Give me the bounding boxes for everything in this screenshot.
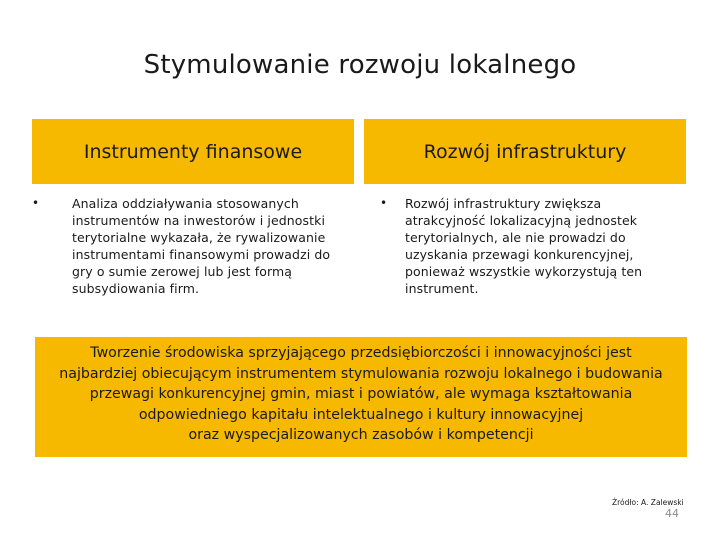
infrastructure-text: Rozwój infrastruktury zwiększa atrakcyjność lokalizacyjną jednostek terytorialnych, ale nie prowadzi do uzyskania przewagi konkurencyjnej, ponieważ wszystkie wykorzystują ten instrument. <box>405 196 643 296</box>
financial-instruments-header-label: Instrumenty finansowe <box>83 140 303 163</box>
source-note: Źródło: A. Zalewski <box>612 498 684 507</box>
infrastructure-header-label: Rozwój infrastruktury <box>423 140 627 163</box>
conclusion-text: Tworzenie środowiska sprzyjającego przedsiębiorczości i innowacyjności jest najbardziej obiecującym instrumentem stymulowania rozwoju lokalnego i budowania przewagi konkurencyjnej gmin, miast i powiatów, ale wymaga kształtowania odpowiedniego kapitału intelektualnego i kultury innowacyjnej oraz wyspecjalizowanych zasobów i kompetencji <box>59 345 663 443</box>
conclusion-banner <box>35 337 687 457</box>
infrastructure-header <box>364 119 686 184</box>
financial-instruments-header <box>32 119 354 184</box>
financial-instruments-text: Analiza oddziaływania stosowanych instrumentów na inwestorów i jednostki terytorialne wykazała, że rywalizowanie instrumentami finansowymi prowadzi do gry o sumie zerowej lub jest formą subsydiowania firm. <box>72 196 331 296</box>
page-number: 44 <box>665 507 679 520</box>
slide-title: Stymulowanie rozwoju lokalnego <box>143 50 577 80</box>
bullet-icon: • <box>32 196 40 210</box>
bullet-icon: • <box>380 196 388 210</box>
